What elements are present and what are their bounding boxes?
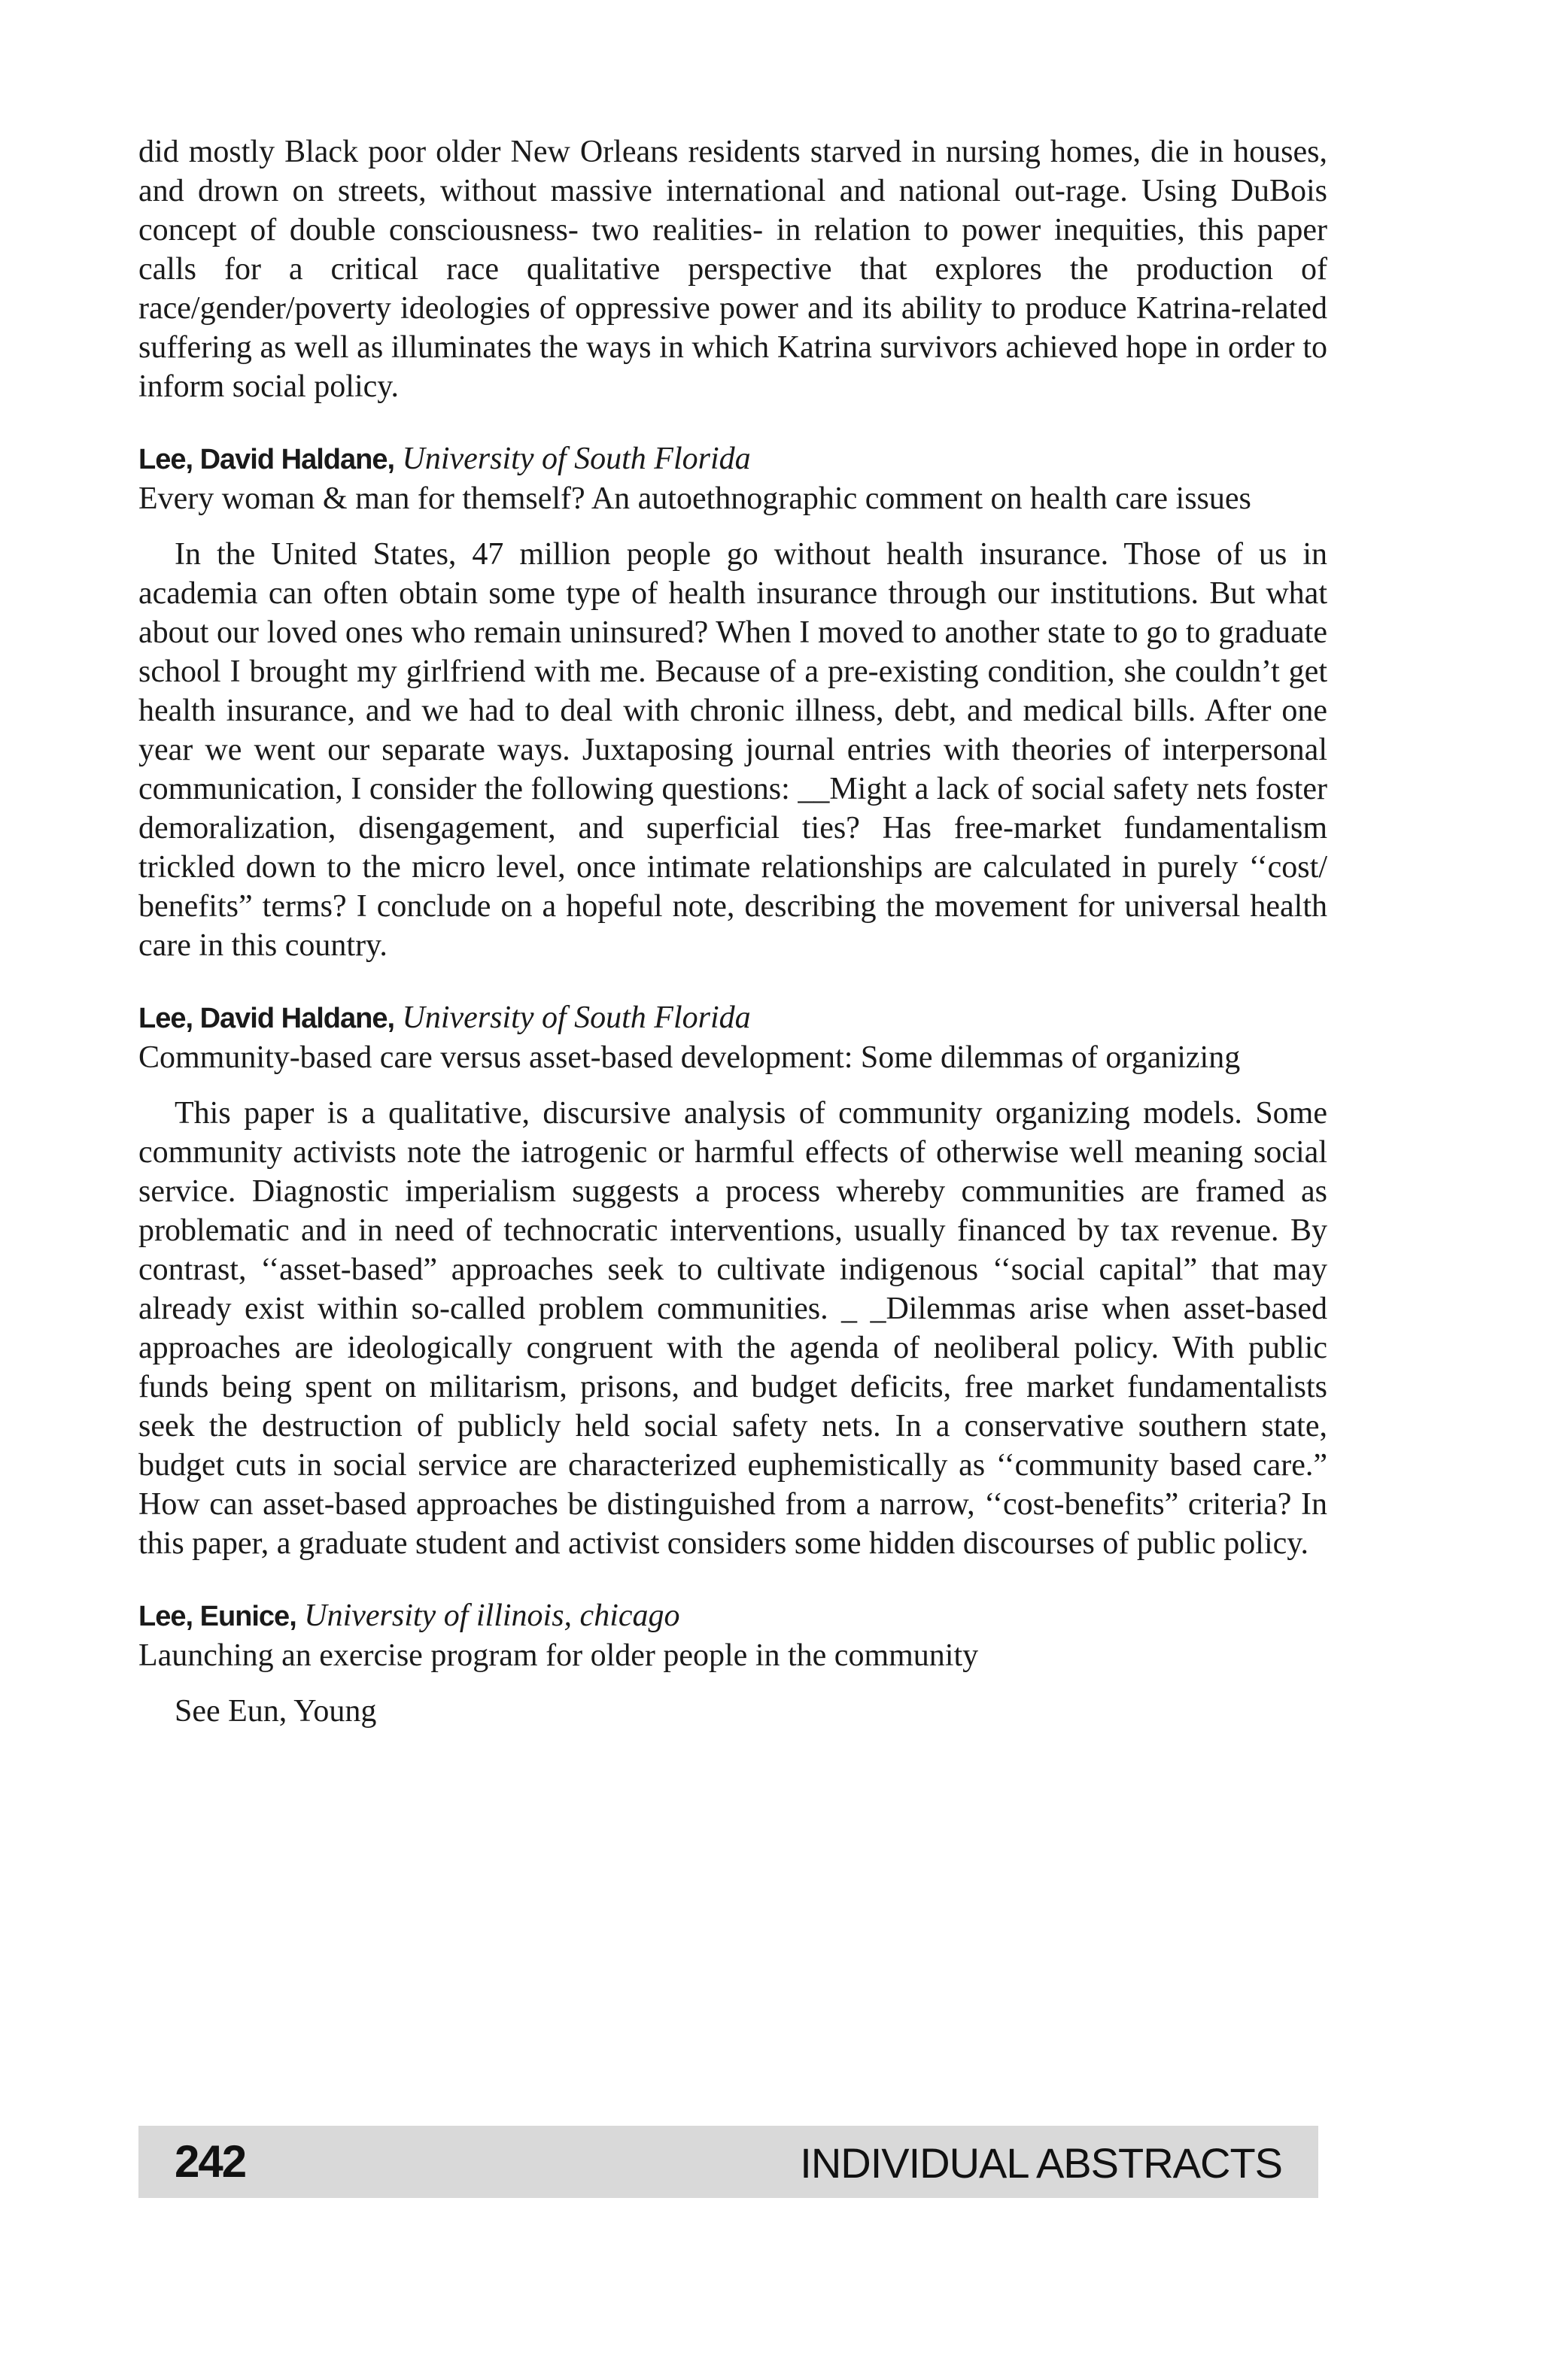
author-name: Lee, David Haldane,	[138, 1003, 395, 1034]
author-line	[138, 439, 1327, 479]
section-label: INDIVIDUAL ABSTRACTS	[800, 2139, 1282, 2187]
abstract-entry	[138, 439, 1327, 965]
author-line	[138, 998, 1327, 1038]
abstract-entry	[138, 998, 1327, 1563]
page-footer	[138, 2126, 1318, 2198]
author-name: Lee, David Haldane,	[138, 444, 395, 475]
continued-abstract: did mostly Black poor older New Orleans residents starved in nursing homes, die in houses, and drown on streets, without massive international and national out-rage. Using DuBois concept of double consciousness- two realities- in relation to power inequities, this paper calls for a critical race qualitative perspective that explores the production of race/gender/poverty ideologies of oppressive power and its ability to produce Katrina-related suffering as well as illuminates the ways in which Katrina survivors achieved hope in order to inform social policy.	[138, 135, 1327, 404]
abstract-entry	[138, 1596, 1327, 1731]
author-line	[138, 1596, 1327, 1636]
page-number: 242	[175, 2136, 246, 2187]
abstract-text: In the United States, 47 million people go without health insurance. Those of us in academia can often obtain some type of health insurance through our institutions. But what about our loved ones who remain uninsured? When I moved to another state to go to graduate school I brought my girlfriend with me. Because of a pre-existing condition, she couldn’t get health insurance, and we had to deal with chronic illness, debt, and medical bills. After one year we went our separate ways. Juxtaposing journal entries with theories of interpersonal communication, I consider the following questions: __Might a lack of social safety nets foster demoralization, disengagement, and superficial ties? Has free-market fundamentalism trickled down to the micro level, once intimate relationships are calculated in purely ‘‘cost/ benefits” terms? I conclude on a hopeful note, describing the movement for universal health care in this country.	[138, 537, 1327, 963]
author-affiliation: University of illinois, chicago	[304, 1598, 680, 1633]
abstract-title: Community-based care versus asset-based development: Some dilemmas of organizing	[138, 1040, 1241, 1075]
abstract-title: Launching an exercise program for older people in the community	[138, 1638, 979, 1673]
abstract-text: This paper is a qualitative, discursive analysis of community organizing models. Some community activists note the iatrogenic or harmful effects of otherwise well meaning social service. Diagnostic imperialism suggests a process whereby communities are framed as problematic and in need of technocratic interventions, usually financed by tax revenue. By contrast, ‘‘asset-based” approaches seek to cultivate indigenous ‘‘social capital” that may already exist within so-called problem communities. _ _Dilemmas arise when asset-based approaches are ideologically congruent with the agenda of neoliberal policy. With public funds being spent on militarism, prisons, and budget deficits, free market fundamentalists seek the destruction of publicly held social safety nets. In a conservative southern state, budget cuts in social service are characterized euphemistically as ‘‘community based care.” How can asset-based approaches be distinguished from a narrow, ‘‘cost-benefits” criteria? In this paper, a graduate student and activist considers some hidden discourses of public policy.	[138, 1096, 1327, 1561]
author-affiliation: University of South Florida	[402, 442, 751, 476]
author-name: Lee, Eunice,	[138, 1601, 296, 1632]
author-affiliation: University of South Florida	[402, 1000, 751, 1035]
abstract-text: See Eun, Young	[175, 1694, 377, 1729]
page-body	[138, 132, 1327, 1731]
abstract-title: Every woman & man for themself? An autoethnographic comment on health care issues	[138, 481, 1251, 516]
